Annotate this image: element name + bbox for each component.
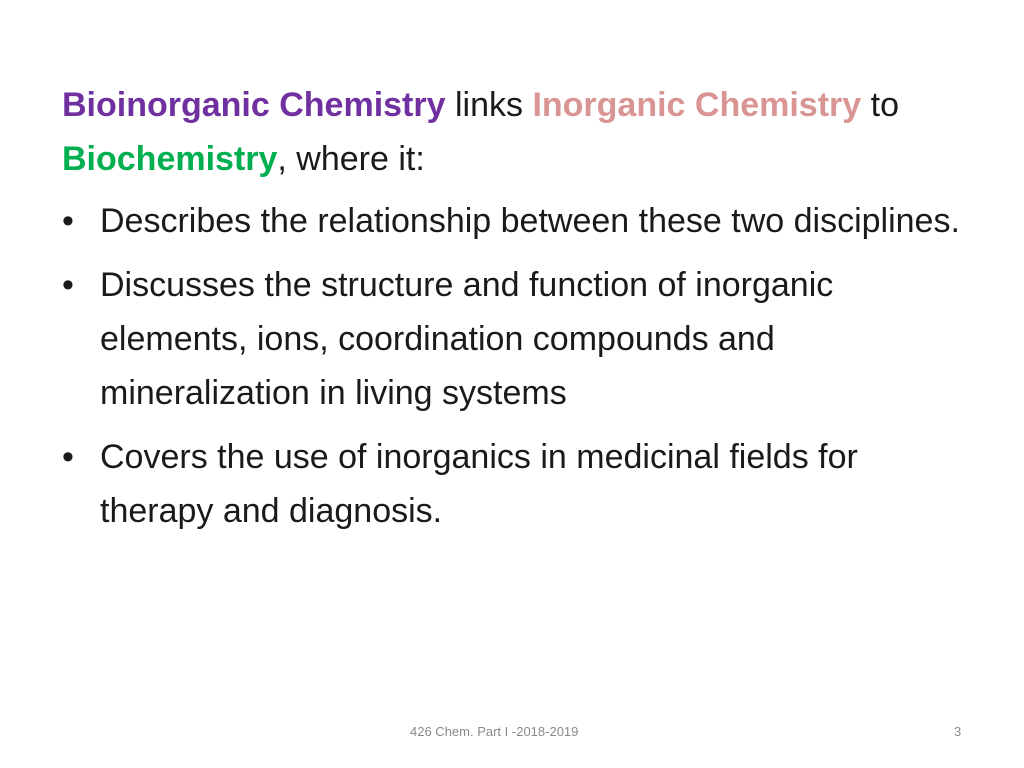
term-biochemistry: Biochemistry [62,140,278,178]
bullet-list [62,194,962,538]
intro-paragraph [62,78,962,186]
intro-end-text: , where it: [277,140,425,178]
page-number: 3 [954,724,962,739]
intro-link-text: links [445,86,533,124]
bullet-icon: • [62,202,74,240]
bullet-text: Describes the relationship between these two disciplines. [100,202,960,240]
term-inorganic-chemistry: Inorganic Chemistry [532,86,862,124]
bullet-icon: • [62,266,74,304]
bullet-icon: • [62,438,74,476]
slide-body [62,78,962,548]
intro-mid-text: to [861,86,899,124]
term-bioinorganic-chemistry: Bioinorganic Chemistry [62,86,446,124]
slide-footer [0,724,1024,744]
bullet-text: Covers the use of inorganics in medicinal fields for therapy and diagnosis. [100,438,858,530]
bullet-item [62,194,962,248]
bullet-text: Discusses the structure and function of inorganic elements, ions, coordination compounds and mineralization in living systems [100,266,834,412]
footer-course-label: 426 Chem. Part I -2018-2019 [410,724,579,739]
bullet-item [62,430,962,538]
bullet-item [62,258,962,420]
